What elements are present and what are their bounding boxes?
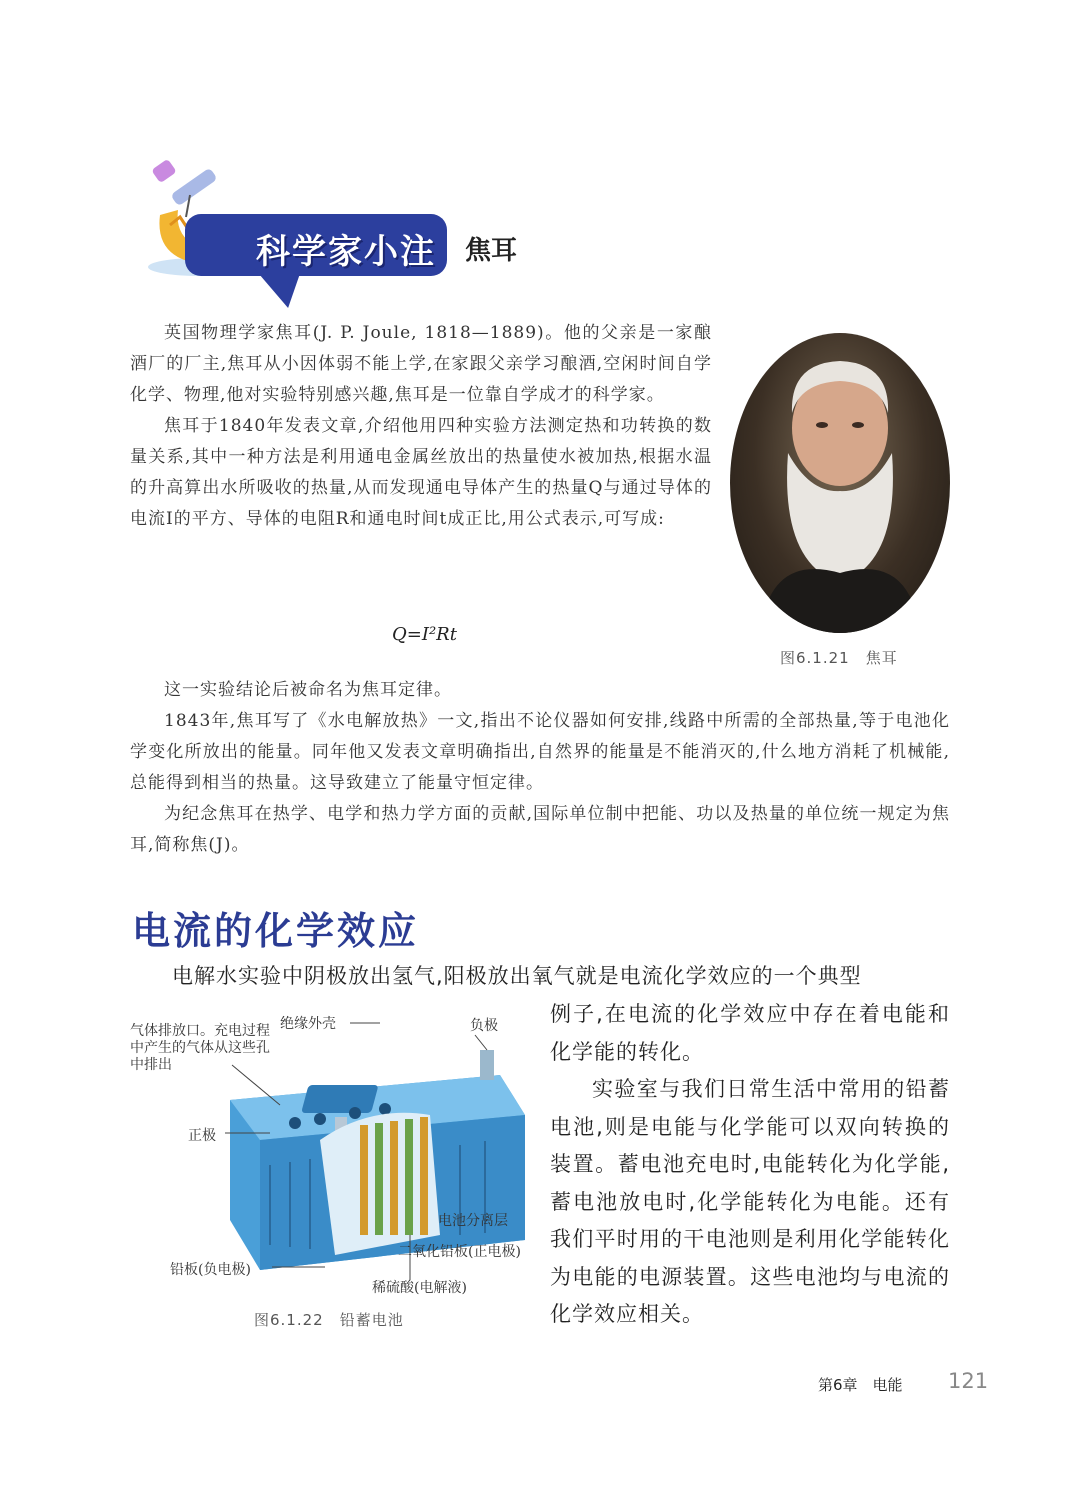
page-number: 121 [948,1369,989,1393]
portrait-illustration [730,333,950,633]
section-paragraph-1-continued: 例子,在电流的化学效应中存在着电能和化学能的转化。 [550,1002,950,1064]
intro-text [130,318,712,535]
intro-paragraph-1: 英国物理学家焦耳(J. P. Joule, 1818—1889)。他的父亲是一家酿酒厂的厂主,焦耳从小因体弱不能上学,在家跟父亲学习酿酒,空闲时间自学化学、物理,他对实验特别感兴趣,焦耳是一位靠自学成才的科学家。 [130,323,712,405]
section-title: 电流的化学效应 [132,909,420,953]
scientist-name: 焦耳 [465,236,518,266]
after-paragraph-1: 这一实验结论后被命名为焦耳定律。 [164,680,452,700]
joule-portrait [730,333,950,633]
label-shell: 绝缘外壳 [280,1016,336,1032]
section-paragraph-1-start: 电解水实验中阴极放出氢气,阳极放出氧气就是电流化学效应的一个典型 [172,964,862,988]
label-pbo2-plate: 二氧化铅板(正电极) [398,1244,521,1260]
joule-law-text [130,675,950,861]
banner-title: 科学家小注 [256,232,436,272]
section-right-column [550,996,950,1334]
label-vent: 气体排放口。充电过程中产生的气体从这些孔中排出 [130,1023,270,1073]
label-separator: 电池分离层 [438,1213,508,1229]
label-pb-plate: 铅板(负电极) [170,1262,251,1278]
section-paragraph-2: 实验室与我们日常生活中常用的铅蓄电池,则是电能与化学能可以双向转换的装置。蓄电池充电时,电能转化为化学能,蓄电池放电时,化学能转化为电能。还有我们平时用的干电池则是利用化学能转化为电能的电源装置。这些电池均与电流的化学效应相关。 [550,1077,950,1326]
intro-paragraph-2: 焦耳于1840年发表文章,介绍他用四种实验方法测定热和功转换的数量关系,其中一种方法是利用通电金属丝放出的热量使水被加热,根据水温的升高算出水所吸收的热量,从而发现通电导体产生的热量Q与通过导体的电流I的平方、导体的电阻R和通电时间t成正比,用公式表示,可写成: [130,416,712,529]
battery-caption: 图6.1.22 铅蓄电池 [254,1311,404,1329]
label-electrolyte: 稀硫酸(电解液) [372,1280,467,1296]
footer-chapter: 第6章 电能 [818,1376,903,1394]
portrait-caption: 图6.1.21 焦耳 [780,649,898,667]
after-paragraph-3: 为纪念焦耳在热学、电学和热力学方面的贡献,国际单位制中把能、功以及热量的单位统一规定为焦耳,简称焦(J)。 [130,804,950,855]
label-negative-terminal: 负极 [470,1018,498,1034]
after-paragraph-2: 1843年,焦耳写了《水电解放热》一文,指出不论仪器如何安排,线路中所需的全部热量,等于电池化学变化所放出的能量。同年他又发表文章明确指出,自然界的能量是不能消灭的,什么地方消耗了机械能,总能得到相当的热量。这导致建立了能量守恒定律。 [130,711,950,793]
lead-acid-battery-figure [130,1005,540,1305]
label-positive-terminal: 正极 [188,1128,216,1144]
joule-law-formula: Q=I²Rt [392,624,457,645]
